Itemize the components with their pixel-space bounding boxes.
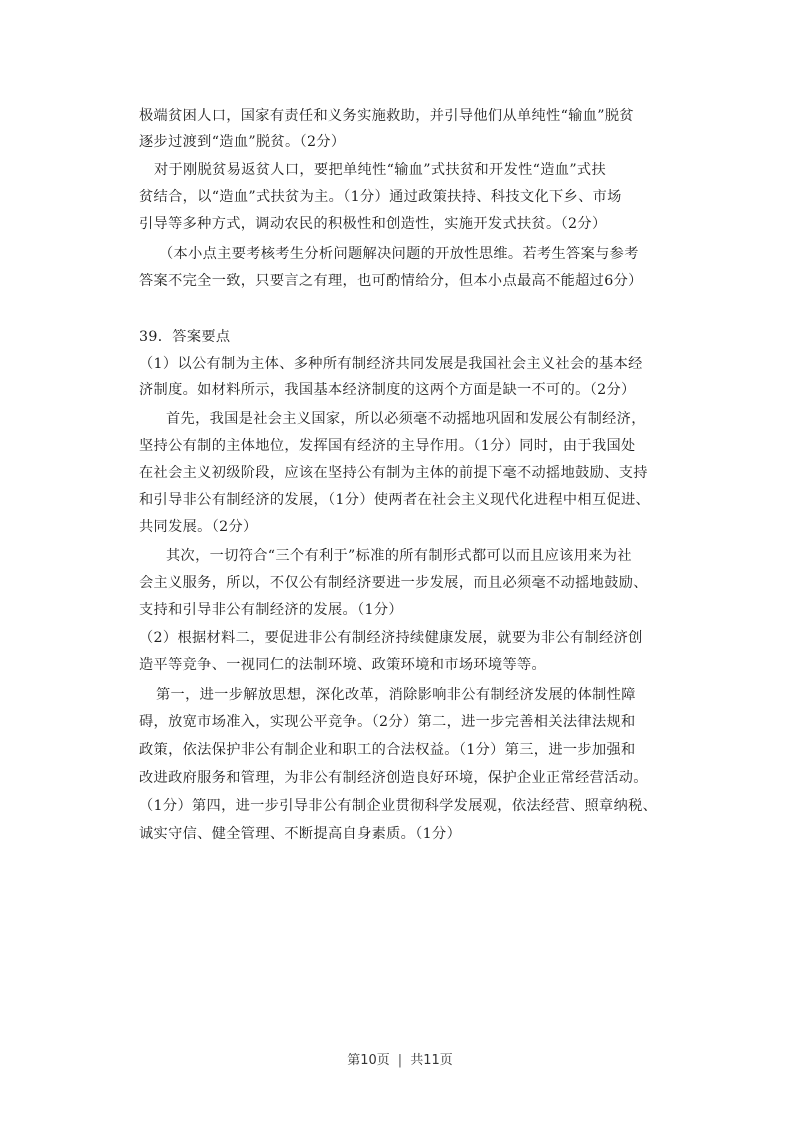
question-heading: 39．答案要点 — [139, 329, 231, 345]
text-line: 支持和引导非公有制经济的发展。（1分） — [139, 602, 403, 618]
text-line: 极端贫困人口，国家有责任和义务实施救助，并引导他们从单纯性“输血”脱贫 — [139, 108, 634, 124]
text-line: 引导等多种方式，调动农民的积极性和创造性，实施开发式扶贫。（2分） — [139, 216, 607, 232]
text-line: 其次，一切符合“三个有利于”标准的所有制形式都可以而且应该用来为社 — [166, 548, 632, 564]
text-line: （2）根据材料二，要促进非公有制经济持续健康发展，就要为非公有制经济创 — [139, 630, 643, 646]
text-line: 在社会主义初级阶段，应该在坚持公有制为主体的前提下毫不动摇地鼓励、支持 — [139, 465, 648, 481]
text-line: （1分）第四，进一步引导非公有制企业贯彻科学发展观，依法经营、照章纳税、 — [139, 798, 658, 814]
text-line: 第一，进一步解放思想，深化改革，消除影响非公有制经济发展的体制性障 — [156, 687, 636, 703]
footer-separator: | — [397, 1053, 403, 1068]
text-line: 首先，我国是社会主义国家，所以必须毫不动摇地巩固和发展公有制经济， — [166, 411, 646, 427]
text-line: 碍，放宽市场准入，实现公平竞争。（2分）第二，进一步完善相关法律法规和 — [139, 714, 636, 730]
text-line: 贫结合，以“造血”式扶贫为主。（1分）通过政策扶持、科技文化下乡、市场 — [139, 189, 622, 205]
text-line: 会主义服务，所以，不仅公有制经济要进一步发展，而且必须毫不动摇地鼓励、 — [139, 575, 648, 591]
text-line: 答案不完全一致，只要言之有理，也可酌情给分，但本小点最高不能超过6分） — [139, 273, 643, 289]
page-total: 共11页 — [410, 1053, 453, 1068]
text-line: 诚实守信、健全管理、不断提高自身素质。（1分） — [139, 826, 462, 842]
text-line: 政策，依法保护非公有制企业和职工的合法权益。（1分）第三，进一步加强和 — [139, 742, 636, 758]
text-line: （本小点主要考核考生分析问题解决问题的开放性思维。若考生答案与参考 — [159, 246, 639, 262]
text-line: 逐步过渡到“造血”脱贫。（2分） — [139, 134, 346, 150]
text-line: 济制度。如材料所示，我国基本经济制度的这两个方面是缺一不可的。（2分） — [139, 382, 636, 398]
page-number: 第10页 — [347, 1053, 390, 1068]
text-line: （1）以公有制为主体、多种所有制经济共同发展是我国社会主义社会的基本经 — [139, 356, 643, 372]
page-footer — [0, 1049, 800, 1068]
text-line: 造平等竞争、一视同仁的法制环境、政策环境和市场环境等等。 — [139, 657, 547, 673]
text-line: 对于刚脱贫易返贫人口，要把单纯性“输血”式扶贫和开发性“造血”式扶 — [154, 162, 607, 178]
text-line: 坚持公有制的主体地位，发挥国有经济的主导作用。（1分）同时，由于我国处 — [139, 438, 636, 454]
text-line: 改进政府服务和管理，为非公有制经济创造良好环境，保护企业正常经营活动。 — [139, 770, 648, 786]
text-line: 共同发展。（2分） — [139, 519, 258, 535]
text-line: 和引导非公有制经济的发展，（1分）使两者在社会主义现代化进程中相互促进、 — [139, 492, 651, 508]
